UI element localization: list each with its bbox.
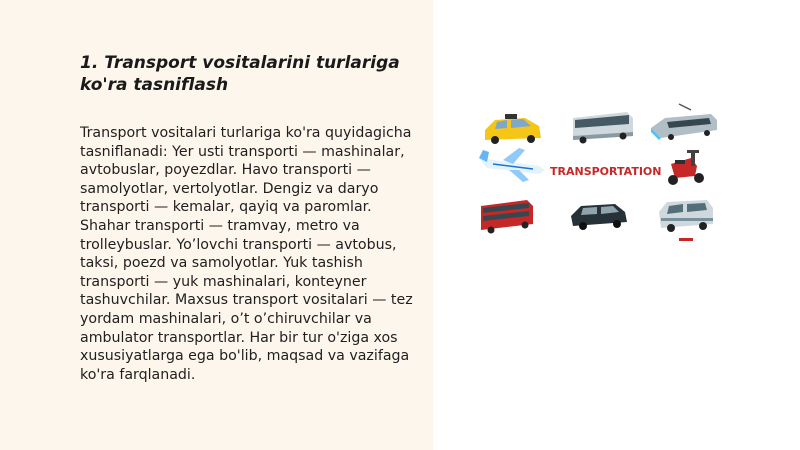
bus-icon bbox=[573, 112, 633, 144]
taxi-icon bbox=[485, 114, 541, 144]
slide-body-text: Transport vositalari turlariga ko'ra quyidagicha tasniflanadi: Yer usti transporti — mashinalar, avtobuslar, poyezdlar. Havo transporti — samolyotlar, vertolyotlar. Dengiz va daryo transporti — kemalar, qayiq va paromlar. Shahar transporti — tramvay, metro va trolleybuslar. Yo’lovchi transporti — avtobus, taksi, poezd va samolyotlar. Yuk tashish transporti — yuk mashinalari, konteyner tashuvchilar. Maxsus transport vositalari — tez yordam mashinalari, o’t o’chiruvchilar va ambulator transportlar. Har bir tur o'ziga xos xususiyatlarga ega bo'lib, maqsad va vazifaga ko'ra farqlanadi. bbox=[80, 125, 413, 383]
transportation-label: TRANSPORTATION bbox=[550, 165, 662, 178]
transportation-illustration bbox=[473, 100, 723, 245]
scooter-icon bbox=[668, 150, 704, 185]
van-icon bbox=[659, 200, 713, 241]
train-icon bbox=[651, 104, 717, 140]
airplane-icon bbox=[479, 148, 545, 182]
slide-title: 1. Transport vositalarini turlariga ko'ra tasniflash bbox=[80, 53, 400, 95]
double-decker-bus-icon bbox=[481, 200, 533, 234]
car-icon bbox=[571, 204, 627, 230]
